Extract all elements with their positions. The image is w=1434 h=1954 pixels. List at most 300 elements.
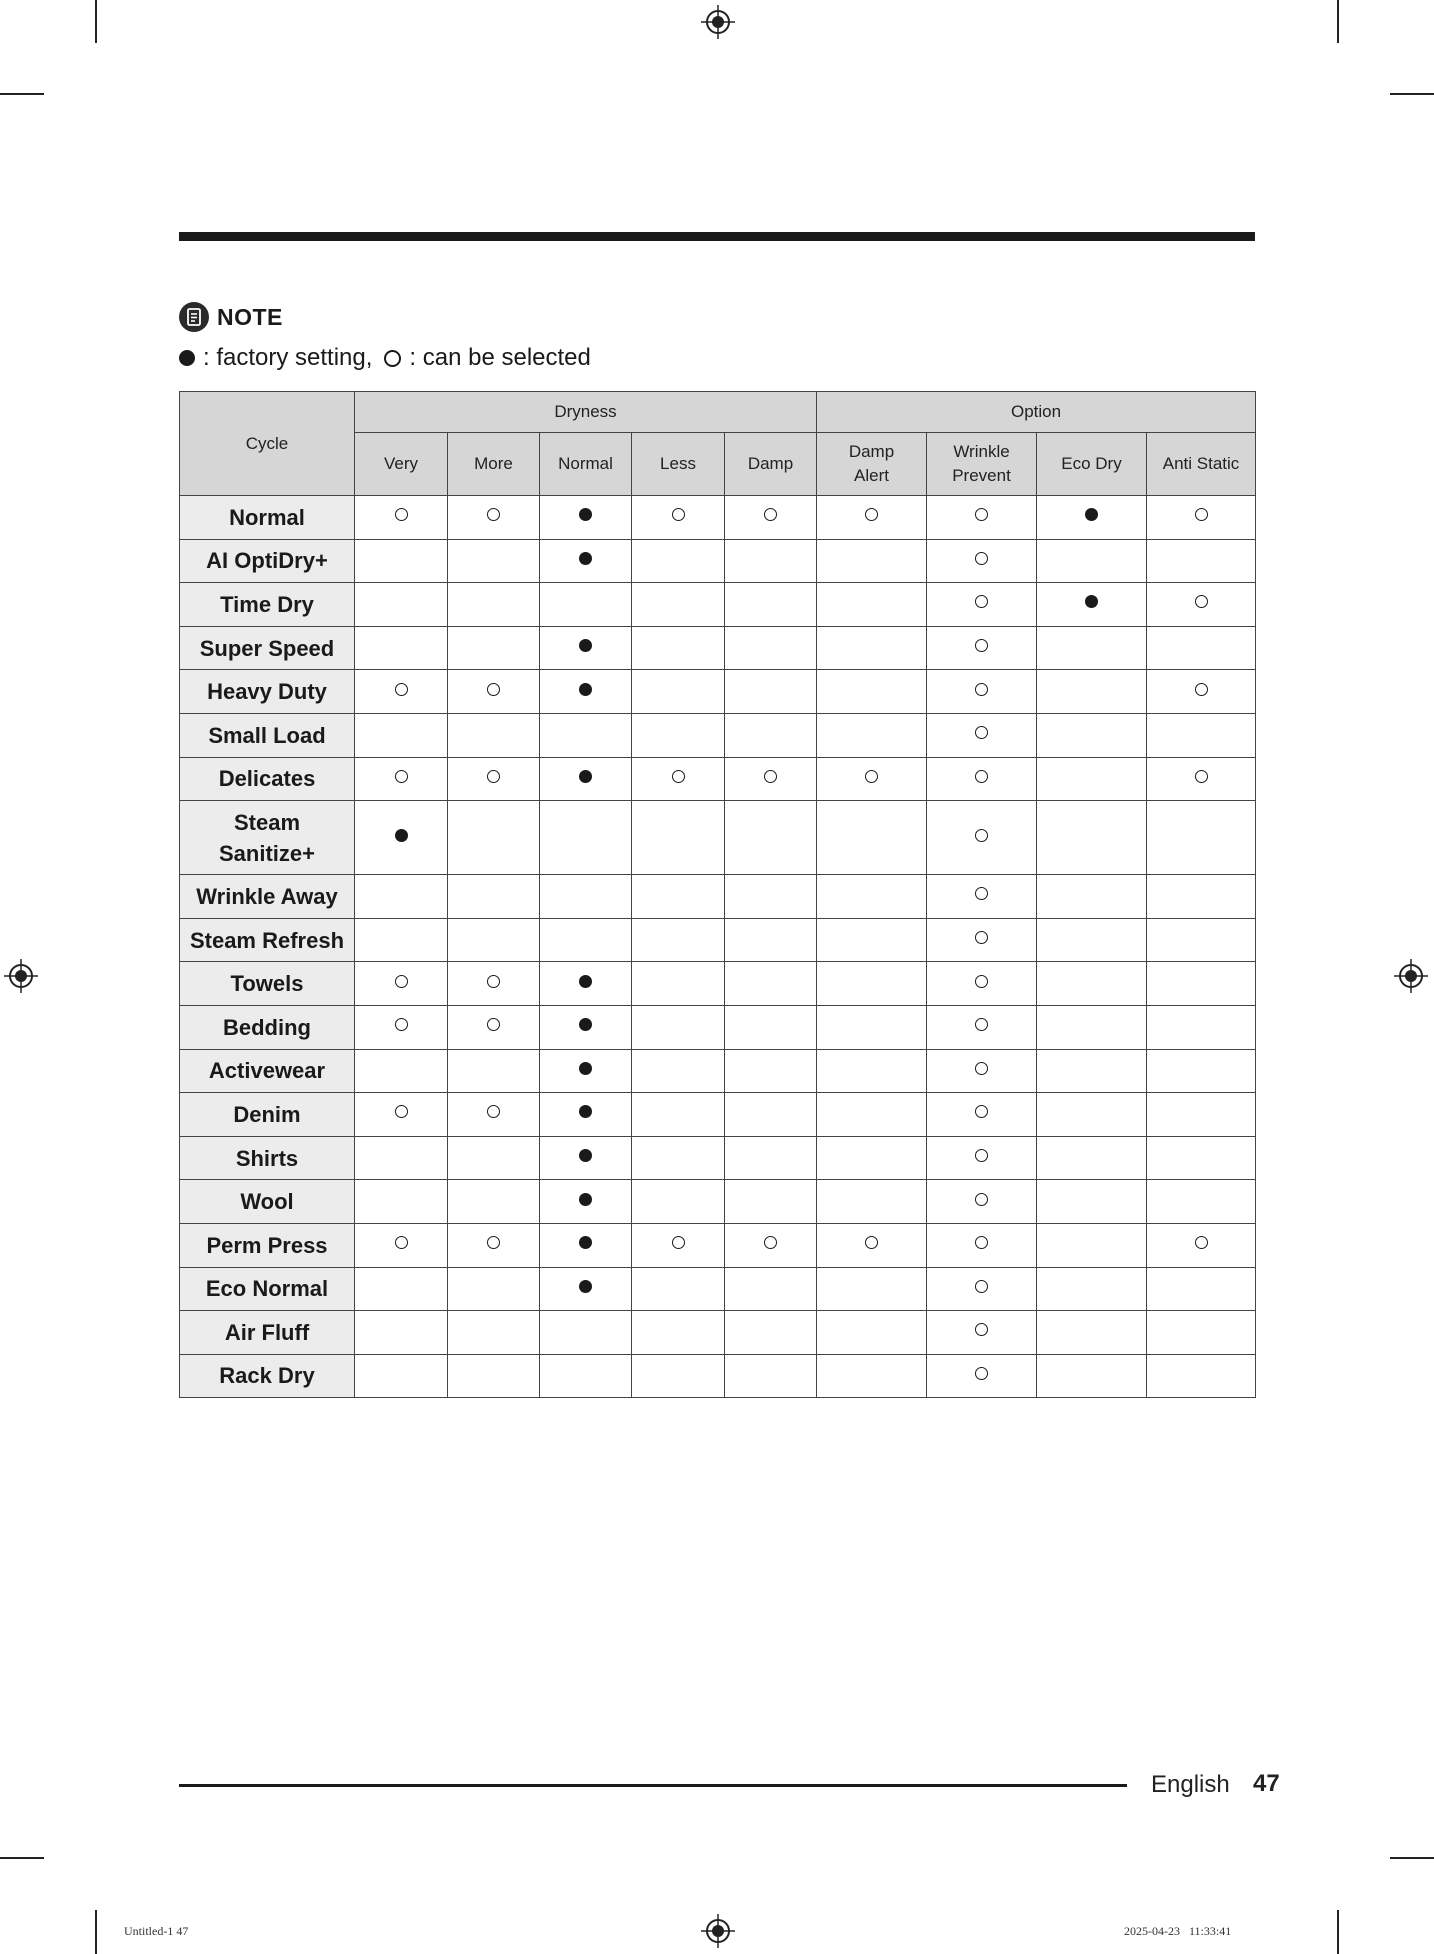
table-row [180,757,1256,801]
cycle-name [180,583,355,627]
cycle-option-table [179,391,1256,1398]
table-cell [725,1354,817,1398]
note-title: NOTE [217,303,283,330]
table-cell [927,626,1037,670]
selectable-icon [975,829,988,842]
legend-factory-setting: : factory setting, [203,344,373,371]
cycle-name [180,918,355,962]
table-cell [1037,583,1147,627]
table-cell [1147,1223,1256,1267]
selectable-icon [975,683,988,696]
selectable-icon [975,639,988,652]
table-cell [355,496,448,540]
table-cell [1147,626,1256,670]
factory-setting-icon [579,1105,592,1118]
table-cell [632,801,725,875]
table-cell [448,1180,540,1224]
table-cell [448,1223,540,1267]
factory-setting-icon [579,508,592,521]
selectable-icon [975,1280,988,1293]
factory-setting-icon [579,552,592,565]
table-cell [817,670,927,714]
table-cell [1037,875,1147,919]
table-cell [927,801,1037,875]
selectable-icon [975,1367,988,1380]
table-cell [632,875,725,919]
crop-mark [0,1857,44,1859]
table-cell [355,801,448,875]
column-header-wrinkle-prevent [927,433,1037,496]
table-cell [540,1049,632,1093]
table-cell [1147,583,1256,627]
table-cell [448,1005,540,1049]
table-cell [1037,670,1147,714]
selectable-icon [975,770,988,783]
table-cell [1147,918,1256,962]
table-cell [927,539,1037,583]
table-cell [725,1180,817,1224]
factory-setting-icon [395,829,408,842]
selectable-icon [975,1193,988,1206]
cycle-name [180,1180,355,1224]
table-cell [725,583,817,627]
factory-setting-icon [579,1236,592,1249]
table-cell [927,1180,1037,1224]
table-cell [927,757,1037,801]
column-header-line: Alert [854,466,889,485]
selectable-icon [764,508,777,521]
selectable-icon [487,1105,500,1118]
cycle-name [180,757,355,801]
selectable-icon [764,1236,777,1249]
print-slug-file: Untitled-1 47 [124,1924,189,1938]
table-cell [355,918,448,962]
table-cell [1147,757,1256,801]
table-cell [448,496,540,540]
cycle-name-line: Super Speed [199,635,335,661]
print-slug-timestamp: 2025-04-23 11:33:41 [1124,1924,1232,1938]
selectable-icon [975,1062,988,1075]
table-cell [355,539,448,583]
factory-setting-icon [1085,508,1098,521]
table-row [180,875,1256,919]
table-cell [355,1136,448,1180]
table-cell [632,670,725,714]
table-cell [448,875,540,919]
table-cell [448,801,540,875]
table-cell [1147,1005,1256,1049]
column-header-normal: Normal [540,433,632,496]
cycle-name-line: Small Load [208,722,326,748]
table-cell [1037,539,1147,583]
selectable-icon [672,508,685,521]
selectable-icon [487,975,500,988]
table-cell [1037,1005,1147,1049]
selectable-icon [975,595,988,608]
table-cell [540,1180,632,1224]
table-cell [927,962,1037,1006]
table-cell [355,1093,448,1137]
cycle-name-line: Time Dry [220,591,314,617]
table-cell [540,1093,632,1137]
table-cell [1037,757,1147,801]
table-cell [448,1354,540,1398]
column-header-more: More [448,433,540,496]
table-cell [448,1267,540,1311]
table-row [180,1267,1256,1311]
selectable-icon [865,770,878,783]
factory-setting-icon [579,1018,592,1031]
table-cell [1037,1223,1147,1267]
table-row [180,1311,1256,1355]
table-cell [1147,1267,1256,1311]
table-cell [448,1049,540,1093]
table-cell [725,496,817,540]
table-row [180,670,1256,714]
cycle-name-line: Steam Refresh [189,927,345,953]
table-row [180,626,1256,670]
selectable-icon [975,931,988,944]
factory-setting-icon [579,1149,592,1162]
column-header-less: Less [632,433,725,496]
table-row [180,801,1256,875]
table-cell [817,1311,927,1355]
table-cell [817,1223,927,1267]
crop-mark [1337,0,1339,43]
table-cell [540,1223,632,1267]
table-cell [1037,962,1147,1006]
table-row [180,583,1256,627]
table-cell [927,496,1037,540]
cycle-name [180,1136,355,1180]
table-cell [725,1223,817,1267]
table-cell [725,1136,817,1180]
table-cell [927,1267,1037,1311]
selectable-icon [975,552,988,565]
cycle-header: Cycle [180,392,355,496]
table-cell [725,1049,817,1093]
column-header-very: Very [355,433,448,496]
table-cell [632,1136,725,1180]
table-cell [540,496,632,540]
column-header-line: Damp [848,442,895,461]
table-cell [1147,1049,1256,1093]
factory-setting-icon [579,1280,592,1293]
table-cell [725,1267,817,1311]
table-cell [817,1180,927,1224]
table-cell [927,918,1037,962]
table-cell [725,626,817,670]
table-cell [1037,1093,1147,1137]
table-row [180,918,1256,962]
top-rule [179,232,1255,241]
table-cell [817,626,927,670]
table-cell [817,875,927,919]
table-cell [632,1354,725,1398]
table-cell [448,918,540,962]
bottom-rule [179,1784,1127,1787]
table-cell [817,1049,927,1093]
registration-mark-icon [701,1914,731,1944]
selectable-icon [395,508,408,521]
table-cell [540,539,632,583]
selectable-icon [395,770,408,783]
table-cell [1037,1311,1147,1355]
table-cell [1147,496,1256,540]
table-cell [725,801,817,875]
note-heading [179,302,283,332]
table-cell [725,1093,817,1137]
filled-circle-icon [179,350,195,366]
table-cell [1037,626,1147,670]
dryness-group-header: Dryness [355,392,817,433]
table-cell [927,1093,1037,1137]
cycle-name [180,626,355,670]
column-header-eco-dry [1037,433,1147,496]
table-cell [632,1311,725,1355]
factory-setting-icon [579,1193,592,1206]
table-cell [632,1267,725,1311]
table-cell [725,875,817,919]
cycle-name [180,1311,355,1355]
table-cell [1147,1093,1256,1137]
table-cell [725,713,817,757]
selectable-icon [975,726,988,739]
table-cell [927,1049,1037,1093]
table-cell [540,1136,632,1180]
table-cell [632,1049,725,1093]
table-cell [632,918,725,962]
table-cell [632,583,725,627]
table-cell [632,1223,725,1267]
cycle-name-line: Wool [240,1189,294,1215]
selectable-icon [395,1236,408,1249]
table-cell [540,1005,632,1049]
cycle-name-line: Steam [233,809,301,835]
table-cell [355,1005,448,1049]
table-row [180,962,1256,1006]
table-cell [1037,713,1147,757]
selectable-icon [975,1236,988,1249]
cycle-name [180,962,355,1006]
table-cell [355,1180,448,1224]
cycle-name-line: Wrinkle Away [196,883,338,909]
table-cell [927,1311,1037,1355]
table-cell [540,1267,632,1311]
table-cell [1037,1049,1147,1093]
factory-setting-icon [579,770,592,783]
table-cell [1147,1354,1256,1398]
table-row [180,539,1256,583]
table-cell [817,1005,927,1049]
table-cell [1147,875,1256,919]
table-cell [817,1267,927,1311]
table-cell [540,1354,632,1398]
cycle-name-line: Rack Dry [219,1363,315,1389]
selectable-icon [487,683,500,696]
cycle-name [180,1093,355,1137]
factory-setting-icon [579,639,592,652]
cycle-name-line: Activewear [208,1058,326,1084]
cycle-name-line: AI OptiDry+ [206,548,328,574]
cycle-name-line: Delicates [218,766,316,792]
cycle-name [180,1049,355,1093]
table-cell [1037,801,1147,875]
table-cell [355,713,448,757]
selectable-icon [975,508,988,521]
table-cell [632,1005,725,1049]
table-cell [1147,1136,1256,1180]
table-cell [725,1311,817,1355]
cycle-name-line: Bedding [223,1014,311,1040]
selectable-icon [865,508,878,521]
table-cell [448,1311,540,1355]
table-cell [927,713,1037,757]
table-cell [1037,496,1147,540]
selectable-icon [975,1105,988,1118]
selectable-icon [672,770,685,783]
table-cell [1147,713,1256,757]
cycle-name [180,1223,355,1267]
table-cell [448,713,540,757]
selectable-icon [487,770,500,783]
selectable-icon [1195,770,1208,783]
table-cell [1147,1180,1256,1224]
table-cell [448,962,540,1006]
selectable-icon [672,1236,685,1249]
table-cell [725,670,817,714]
crop-mark [0,93,44,95]
table-cell [817,1354,927,1398]
factory-setting-icon [579,1062,592,1075]
table-cell [632,496,725,540]
crop-mark [95,0,97,43]
table-cell [927,1223,1037,1267]
table-cell [817,713,927,757]
table-cell [355,962,448,1006]
table-cell [817,496,927,540]
table-cell [355,1267,448,1311]
table-row [180,1223,1256,1267]
table-cell [927,1005,1037,1049]
table-cell [1147,1311,1256,1355]
table-cell [632,713,725,757]
table-cell [355,670,448,714]
table-cell [817,918,927,962]
table-cell [1037,1180,1147,1224]
cycle-name-line: Normal [229,504,305,530]
table-cell [632,1093,725,1137]
table-cell [927,1136,1037,1180]
column-header-line: Anti Static [1162,454,1240,473]
table-cell [927,670,1037,714]
cycle-name [180,670,355,714]
cycle-name-line: Heavy Duty [207,679,327,705]
cycle-name [180,713,355,757]
selectable-icon [487,508,500,521]
cycle-name [180,1267,355,1311]
table-cell [355,1354,448,1398]
table-cell [540,962,632,1006]
table-cell [1037,918,1147,962]
cycle-name [180,1005,355,1049]
table-row [180,1049,1256,1093]
legend-can-be-selected: : can be selected [409,344,591,371]
factory-setting-icon [579,683,592,696]
table-cell [540,713,632,757]
selectable-icon [395,683,408,696]
selectable-icon [395,1105,408,1118]
column-header-line: Eco Dry [1061,454,1122,473]
table-row [180,1354,1256,1398]
table-cell [817,962,927,1006]
registration-mark-icon [701,5,731,35]
table-cell [1147,801,1256,875]
column-header-line: Prevent [952,466,1011,485]
table-cell [817,1093,927,1137]
table-cell [355,626,448,670]
table-cell [632,757,725,801]
table-row [180,1180,1256,1224]
table-cell [355,1223,448,1267]
selectable-icon [487,1018,500,1031]
selectable-icon [1195,1236,1208,1249]
cycle-name [180,1354,355,1398]
crop-mark [1390,93,1434,95]
option-group-header: Option [817,392,1256,433]
table-row [180,496,1256,540]
registration-mark-icon [4,959,34,989]
page-number: 47 [1253,1770,1280,1797]
table-cell [1147,670,1256,714]
selectable-icon [395,975,408,988]
cycle-name [180,801,355,875]
selectable-icon [1195,508,1208,521]
table-cell [725,918,817,962]
table-row [180,713,1256,757]
table-cell [540,757,632,801]
selectable-icon [764,770,777,783]
table-cell [540,670,632,714]
table-cell [448,1093,540,1137]
table-cell [1037,1267,1147,1311]
cycle-name-line: Perm Press [206,1232,328,1258]
selectable-icon [975,975,988,988]
table-row [180,1005,1256,1049]
registration-mark-icon [1394,959,1424,989]
cycle-name [180,539,355,583]
table-cell [725,962,817,1006]
table-cell [355,757,448,801]
table-cell [540,583,632,627]
table-cell [448,1136,540,1180]
table-cell [817,801,927,875]
selectable-icon [395,1018,408,1031]
table-cell [1037,1136,1147,1180]
table-cell [632,962,725,1006]
table-cell [632,1180,725,1224]
table-cell [725,539,817,583]
table-cell [540,801,632,875]
table-cell [817,583,927,627]
selectable-icon [975,1149,988,1162]
table-cell [632,626,725,670]
table-cell [540,626,632,670]
table-cell [817,539,927,583]
crop-mark [1390,1857,1434,1859]
selectable-icon [975,1323,988,1336]
table-cell [448,670,540,714]
